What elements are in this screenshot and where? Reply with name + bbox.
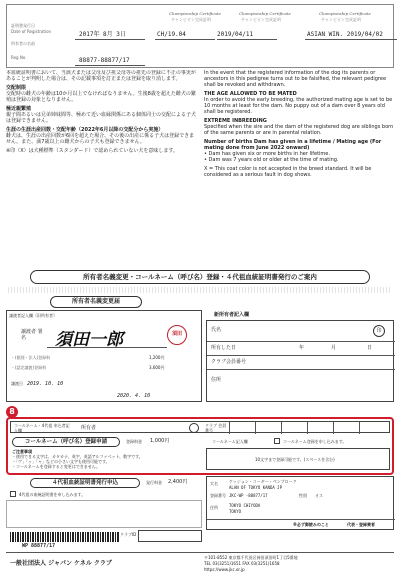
seal-stamp: 須田 (167, 325, 187, 345)
footer-addr2: TEL 03(3251)1651 FAX 03(3251)1658 (204, 561, 280, 566)
en-notes (204, 70, 394, 266)
jp-h-inbreed: 極近親繁殖 (6, 106, 32, 112)
new-owner-box (206, 320, 394, 402)
en-h-age: THE AGE ALLOWED TO BE MATED (204, 91, 297, 97)
en-p-age: In order to avoid the early breeding, the authorized mating age is set to be 10 months at least for the dam. No puppy out of a dam over 8 years old shall be registered. (204, 97, 393, 115)
en-p1: In the event that the registered information of the dog its parents or ancestors in this pedigree turns out to be falsified, the relevant pedigree shall be revoked and withdrawn. (204, 70, 387, 88)
barcode (10, 532, 120, 542)
fee-row-1: ・(個別・法人)登録料 1,200円 (11, 355, 165, 360)
pedigree-label-reg: 登録番号 (210, 493, 226, 498)
club-label: クラブ 会員番号 (205, 423, 227, 433)
applicant-seal-icon (189, 423, 199, 433)
jp-notes (6, 70, 196, 266)
pedigree-title: ４代祖血統証明書発行申込 (30, 478, 140, 488)
date-unit-year: 年 (299, 345, 305, 351)
jp-p-breed: 交配時の雌犬の年齢は10か月以上でなければなりません。生後8歳を超えた雌犬の繁殖は登録の対象となりません。 (6, 91, 196, 103)
cert-label-4: Reg No. (11, 55, 27, 60)
callname-fee: 1,000円 (150, 438, 170, 444)
cert-label-3: 所有者の名前 (11, 41, 35, 46)
new-owner-name-label: 氏名 (211, 327, 222, 333)
callname-notes: ご注意事項 ・使用できる文字は、カタカナ、英字、英語アルファベット、数字です。 ・「ヴ」「ッ」「ャ」などの小さい文字も使用可能です。 ・コールネームを登録すると変更はできません。 (12, 449, 143, 469)
callname-fee-label: 登録料金 (126, 439, 142, 444)
ch-date: 2019/04/11 (217, 31, 254, 38)
club-member-label: クラブ会員番号 (211, 359, 247, 365)
owner-pref: TOKYO (229, 509, 242, 514)
footer-addr1: 〒101-8552 東京都千代田区神田須田町1丁目5番地 (204, 555, 298, 560)
callname-hint: 10文字まで登録可能です。(スペースを含む) (255, 457, 335, 462)
certificate-header (6, 4, 394, 68)
jp-h-breed: 交配制限 (6, 85, 27, 91)
pedigree-owner-block (206, 476, 394, 530)
footer-org: 一般社団法人 ジャパン ケネル クラブ (10, 560, 112, 567)
date-unit-month: 月 (331, 345, 337, 351)
pedigree-agent-label: 代表・登録業者 (347, 522, 375, 527)
applicant-label: コールネーム・4代祖 申込者記入欄 (14, 423, 70, 433)
en-h-num: Number of births Dam has given in a lifetime / Mating age (For mating done from June 2022 onward) (204, 139, 382, 151)
dog-name-en: ALAN OF TOKYO KANDA JP (229, 485, 282, 490)
cert-col-small-1: チャンピオン完成証明 (171, 17, 211, 22)
barcode-label: WP 88877/17 (22, 543, 56, 549)
new-owner-header: 新所有者記入欄 (214, 312, 250, 318)
pedigree-label-sex: 性別 (299, 493, 307, 498)
cert-col-1: Championship Certificate (169, 11, 221, 16)
pedigree-fee: 2,400円 (168, 479, 188, 485)
transfer-label: 譲渡者記入欄（旧所有者） (9, 313, 57, 318)
club-id-box (138, 530, 202, 542)
en-h-inbreed: EXTREME INBREEDING (204, 118, 267, 124)
jp-p-inbreed: 親子間あるいは兄弟姉妹間等、極めて近い血縁関係にある個体同士の交配による子犬は登録できません。 (6, 112, 196, 124)
dog-reg-no: JKC-WP -88877/17 (229, 493, 268, 498)
owner-label: 所有者 (81, 425, 97, 431)
callname-title: コールネーム（呼び名）登録申請 (12, 437, 120, 447)
ownership-date-label: 所有した日 (211, 345, 237, 351)
transfer-box (6, 310, 202, 402)
registration-number: 88877-88877/17 (79, 57, 130, 64)
footer-web[interactable]: https://www.jkc.or.jp (204, 567, 245, 572)
callname-checkbox[interactable] (274, 438, 280, 444)
en-p-x: X = This coat color is not accepted in the breed standard. It will be considered as a serious fault in dog shows. (204, 166, 372, 178)
issue-date: 2017年 8月 3日 (79, 31, 126, 38)
jp-p1: 本血統証明書において、当該犬または父母及び祖父母等の祖先の登録に不正の事実があることが判明した場合は、その記載事項を訂正または登録を取り消します。 (6, 70, 196, 82)
pedigree-notes-title: ※必ず御読みのこと (293, 522, 329, 527)
callname-applicant-row (10, 421, 390, 433)
dog-sex: オス (315, 493, 323, 498)
pedigree-check-label: 4代祖の血統証明書を申し込みます。 (19, 492, 86, 497)
address-label: 住所 (211, 377, 222, 383)
jp-p-limit: 雌犬は、生涯の出産回数が6回を超えた場合、その後の出産に係る子犬は登録できません。また、満7歳以上の雌犬からの子犬も登録できません。 (6, 133, 195, 145)
jp-h-limit: 生涯の生涯出産回数・交配年齢（2022年6月以降の交配分から実施） (6, 127, 164, 133)
cert-col-small-2: チャンピオン完成証明 (241, 17, 281, 22)
asian-win: ASIAN WIN. 2019/04/02 (307, 31, 383, 38)
callname-entry-field[interactable] (206, 448, 390, 470)
cert-label-2: Date of Registration (11, 29, 52, 34)
en-bullet-1: • Dam has given six or more births in her lifetime. (204, 151, 330, 157)
section-desc (8, 287, 392, 293)
cert-label-1: 証明書発行日 (11, 23, 35, 28)
date-unit-day: 日 (367, 345, 373, 351)
fee-row-2: ・(認定譲渡)登録料 3,600円 (11, 365, 165, 370)
owner-change-title: 所有者名義変更届 (50, 296, 142, 308)
ch-value: CH/19.04 (157, 31, 186, 38)
pedigree-label-dog: 犬名 (210, 481, 218, 486)
pedigree-notes-area (6, 500, 202, 528)
jp-p-x: ※印（X）は犬種標準（スタンダード）で認められていない犬を意味します。 (6, 148, 179, 154)
pedigree-label-addr: 住所 (210, 505, 218, 510)
callname-entry-label: コールネーム記入欄 (212, 439, 248, 444)
transfer-signature[interactable]: 須田一郎 (55, 330, 123, 350)
section-title: 所有者名義変更・コールネーム（呼び名）登録・４代祖血統証明書発行のご案内 (30, 270, 370, 284)
owner-city: TOKYO CHIYODA (229, 503, 261, 508)
pedigree-checkbox[interactable] (10, 491, 16, 497)
en-p-inbreed: Specified when the sire and the dam of the registered dog are siblings born of the same parents or are in parental relation. (204, 124, 394, 136)
step-marker: 8 (6, 406, 18, 418)
callname-check-label: コールネーム登録を申し込みます。 (283, 439, 347, 444)
en-bullet-2: • Dam was 7 years old or older at the time of mating. (204, 157, 339, 163)
pedigree-fee-label: 発行料金 (146, 480, 162, 485)
cert-col-3: Championship Certificate (319, 11, 371, 16)
transfer-date-1: 2019. 10. 10 (27, 381, 64, 387)
transfer-name-label: 譲渡者 署名 (21, 329, 43, 341)
club-id-label: クラブID (120, 532, 137, 537)
cert-col-small-3: チャンピオン完成証明 (321, 17, 361, 22)
transfer-date-label: 譲渡日 (11, 381, 23, 386)
transfer-date-2: 2020. 4. 10 (117, 393, 151, 399)
dog-name-jp: ケッジョン・コーギー・ペンブローク (229, 479, 297, 484)
seal-icon: 印 (373, 325, 385, 337)
cert-col-2: Championship Certificate (239, 11, 291, 16)
